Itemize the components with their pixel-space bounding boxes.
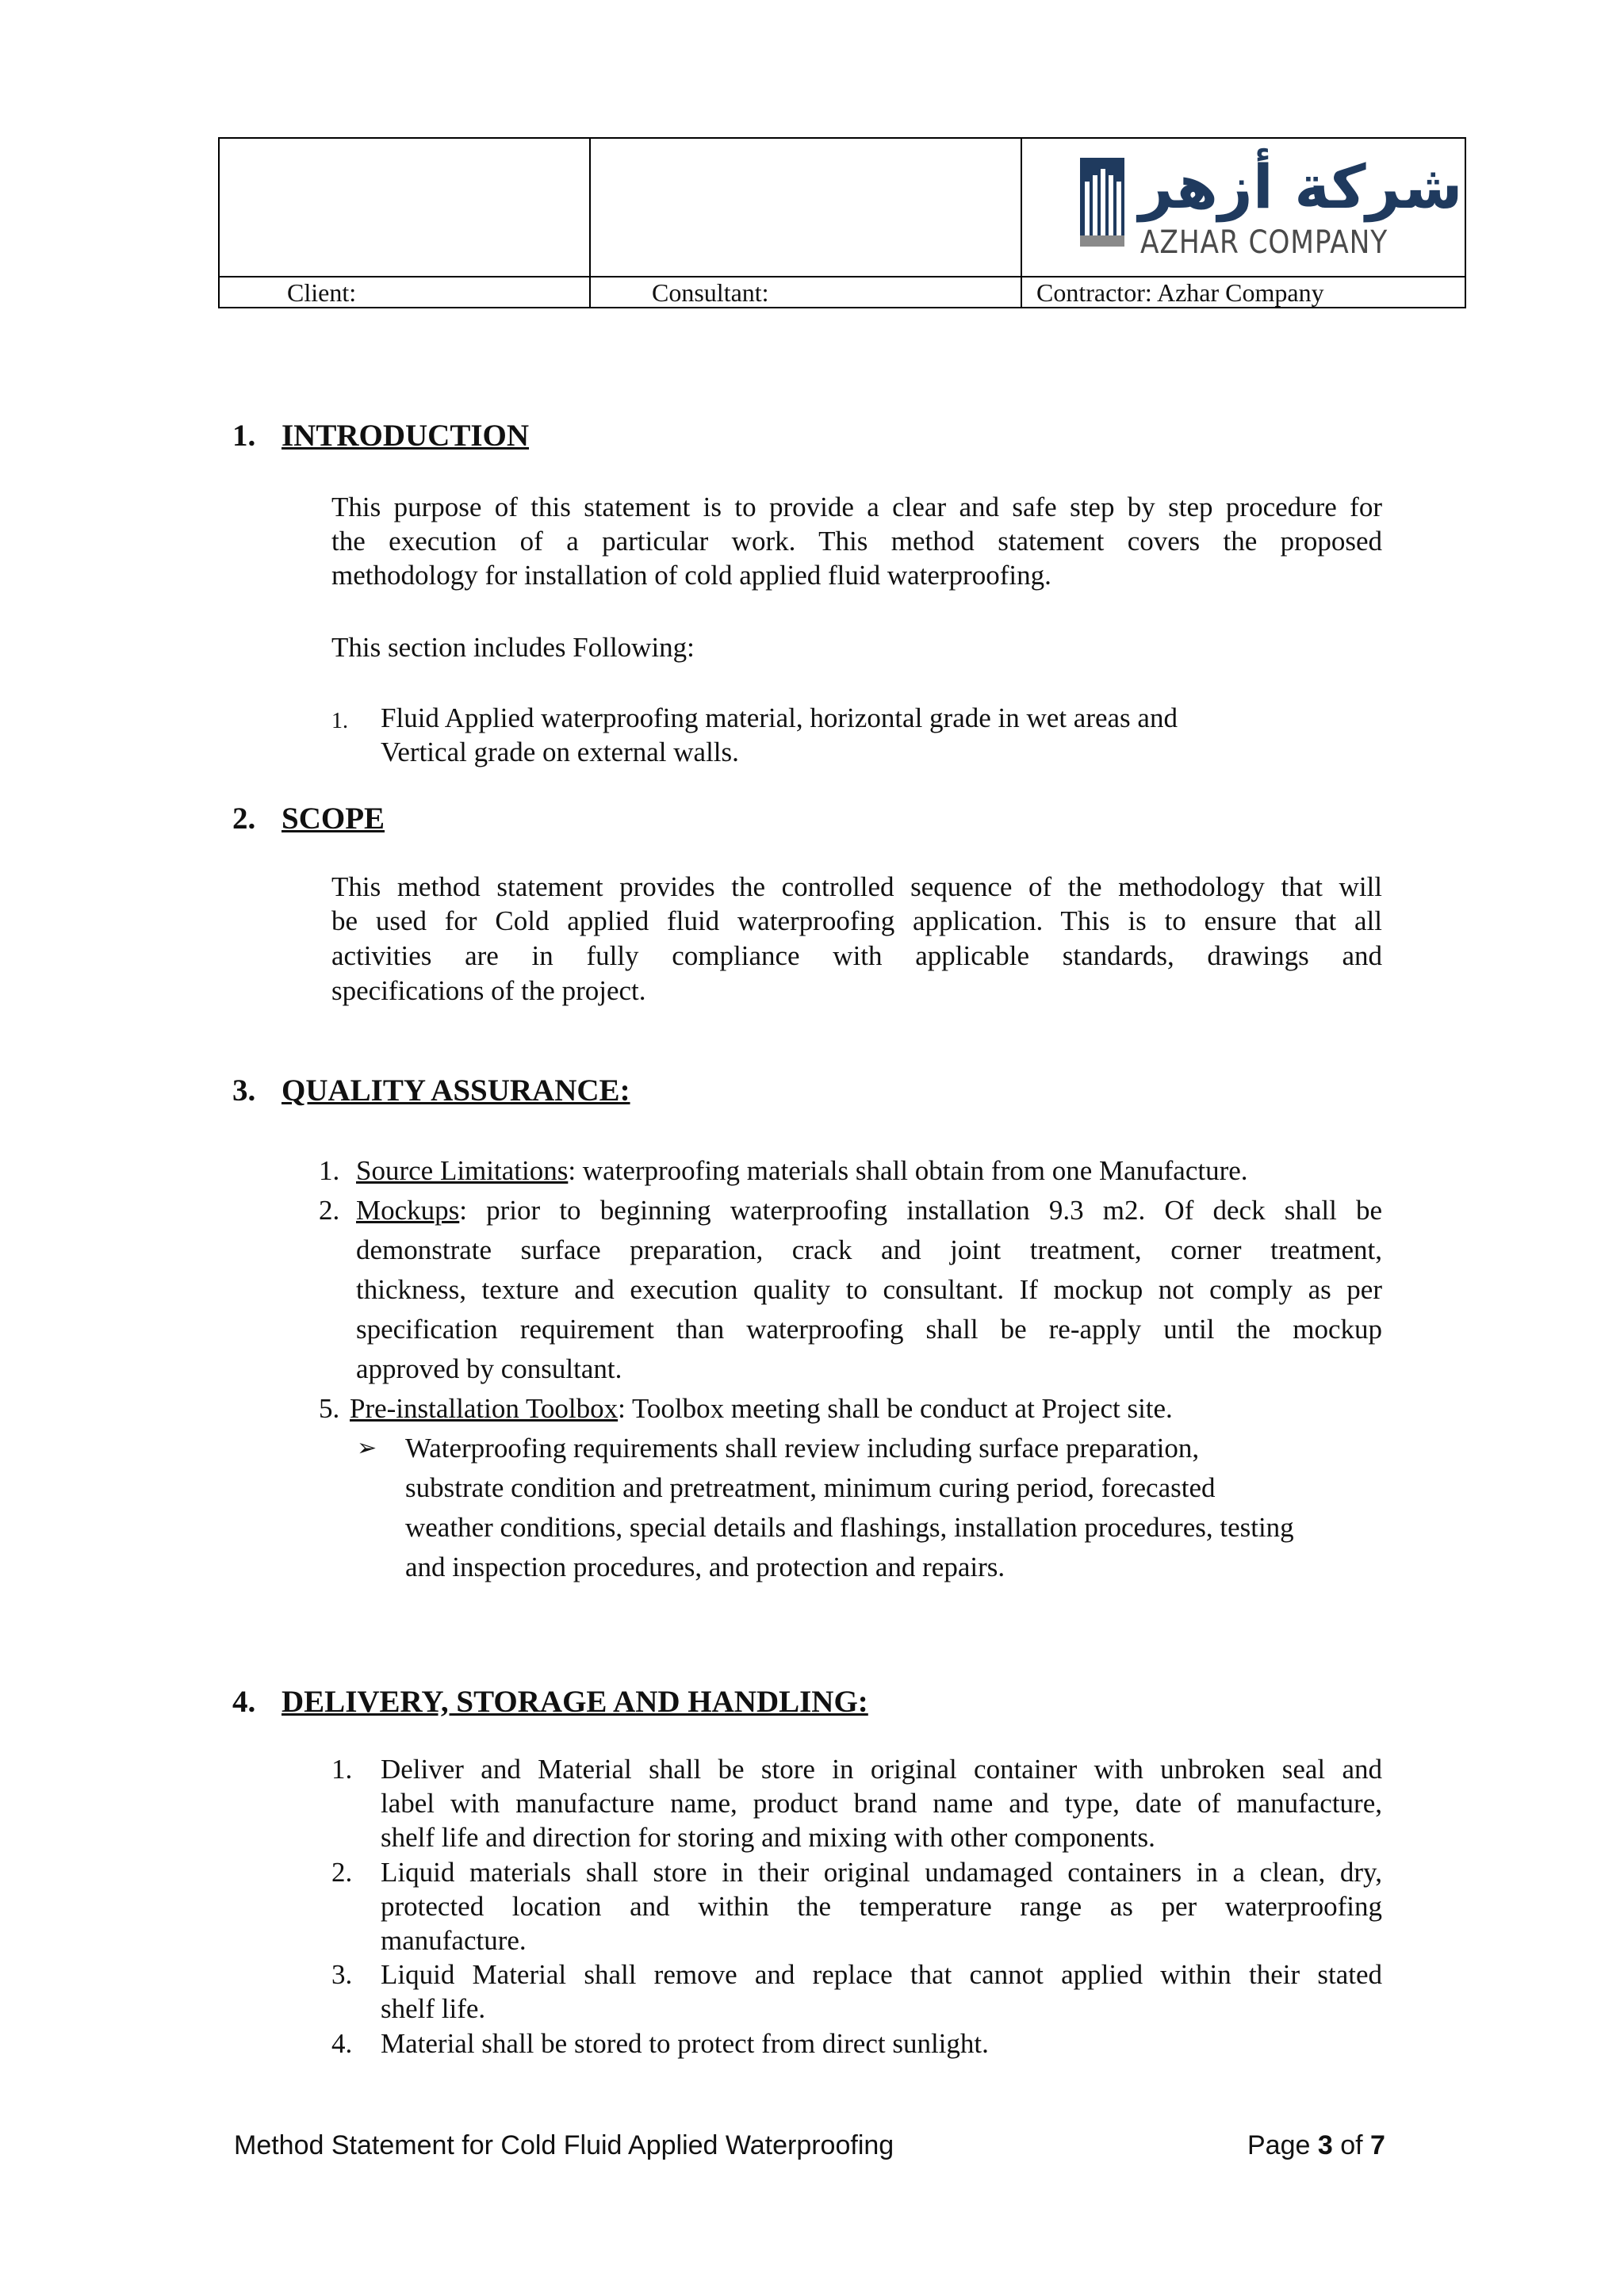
list-item-line: specification requirement than waterproofing shall be re-apply until the mockup [356, 1314, 1382, 1345]
bullet-line: Waterproofing requirements shall review including surface preparation, [405, 1433, 1200, 1464]
header-divider [1021, 139, 1022, 307]
list-item-line: Vertical grade on external walls. [381, 737, 739, 767]
item-label: Mockups [356, 1195, 460, 1226]
page-total: 7 [1370, 2130, 1385, 2160]
section-number: 2. [232, 802, 256, 836]
paragraph-line: This method statement provides the controlled sequence of the methodology that will [331, 871, 1382, 902]
logo-english-name: AZHAR COMPANY [1140, 224, 1388, 261]
paragraph-line: activities are in fully compliance with applicable standards, drawings and [331, 940, 1382, 971]
list-number: 3. [331, 1959, 353, 1990]
section-number: 4. [232, 1685, 256, 1719]
list-item-line: shelf life. [381, 1993, 486, 2024]
paragraph-line: methodology for installation of cold applied fluid waterproofing. [331, 560, 1051, 591]
list-number: 1. [331, 1754, 353, 1785]
list-number: 2. [331, 1857, 353, 1888]
list-item-line: Liquid Material shall remove and replace that cannot applied within their stated [381, 1959, 1382, 1990]
bullet-line: weather conditions, special details and flashings, installation procedures, testing [405, 1512, 1294, 1543]
paragraph-line: specifications of the project. [331, 975, 646, 1006]
list-item-line: Material shall be stored to protect from direct sunlight. [381, 2028, 989, 2059]
bullet-line: substrate condition and pretreatment, minimum curing period, forecasted [405, 1472, 1216, 1503]
client-label: Client: [287, 278, 357, 307]
list-item-line: thickness, texture and execution quality to consultant. If mockup not comply as per [356, 1274, 1382, 1305]
footer-title: Method Statement for Cold Fluid Applied Waterproofing [234, 2130, 894, 2160]
list-item-line: Deliver and Material shall be store in original container with unbroken seal and [381, 1754, 1382, 1785]
list-item-line: shelf life and direction for storing and mixing with other components. [381, 1822, 1155, 1853]
logo-arabic-name: شركة أزهر [1139, 151, 1463, 222]
page-current: 3 [1317, 2130, 1333, 2160]
section-number: 3. [232, 1073, 256, 1108]
list-item-line: demonstrate surface preparation, crack and joint treatment, corner treatment, [356, 1234, 1382, 1265]
arrow-bullet-icon: ➢ [357, 1434, 377, 1462]
contractor-label: Contractor: Azhar Company [1036, 278, 1324, 307]
bullet-line: and inspection procedures, and protection and repairs. [405, 1552, 1005, 1582]
item-label: Pre-installation Toolbox [350, 1393, 619, 1424]
list-number: 1. [319, 1155, 340, 1186]
page-number [1247, 2130, 1385, 2161]
list-item-line: approved by consultant. [356, 1353, 622, 1384]
list-item-line: manufacture. [381, 1925, 527, 1956]
page-word: Page [1247, 2130, 1311, 2160]
list-number: 2. [319, 1195, 340, 1226]
list-item [356, 1151, 1248, 1191]
paragraph-line: This purpose of this statement is to provide a clear and safe step by step procedure for [331, 492, 1382, 522]
section-title-scope: SCOPE [282, 802, 385, 836]
section-title-delivery: DELIVERY, STORAGE AND HANDLING: [282, 1685, 868, 1719]
includes-text: This section includes Following: [331, 632, 695, 663]
list-item [350, 1389, 1173, 1429]
paragraph-line: be used for Cold applied fluid waterproofing application. This is to ensure that all [331, 905, 1382, 936]
header-table [218, 137, 1466, 308]
list-item-line: label with manufacture name, product brand name and type, date of manufacture, [381, 1788, 1382, 1819]
list-number: 5. [319, 1393, 340, 1424]
item-text: : waterproofing materials shall obtain from one Manufacture. [568, 1155, 1248, 1186]
header-divider [589, 139, 591, 307]
item-text: : Toolbox meeting shall be conduct at Project site. [618, 1393, 1173, 1424]
building-icon [1080, 158, 1124, 247]
list-number: 1. [331, 709, 348, 733]
section-title-introduction: INTRODUCTION [282, 419, 530, 453]
list-item-line: Liquid materials shall store in their original undamaged containers in a clean, dry, [381, 1857, 1382, 1888]
item-label: Source Limitations [356, 1155, 569, 1186]
list-item [356, 1191, 1382, 1230]
list-item-line: Fluid Applied waterproofing material, horizontal grade in wet areas and [381, 702, 1178, 733]
list-number: 4. [331, 2028, 353, 2059]
list-item-line: protected location and within the temperature range as per waterproofing [381, 1891, 1382, 1922]
company-logo [1080, 148, 1463, 269]
consultant-label: Consultant: [652, 278, 769, 307]
item-text: : prior to beginning waterproofing installation 9.3 m2. Of deck shall be [459, 1195, 1382, 1226]
section-title-quality-assurance: QUALITY ASSURANCE: [282, 1073, 630, 1108]
paragraph-line: the execution of a particular work. This method statement covers the proposed [331, 526, 1382, 557]
section-number: 1. [232, 419, 256, 453]
of-word: of [1340, 2130, 1363, 2160]
